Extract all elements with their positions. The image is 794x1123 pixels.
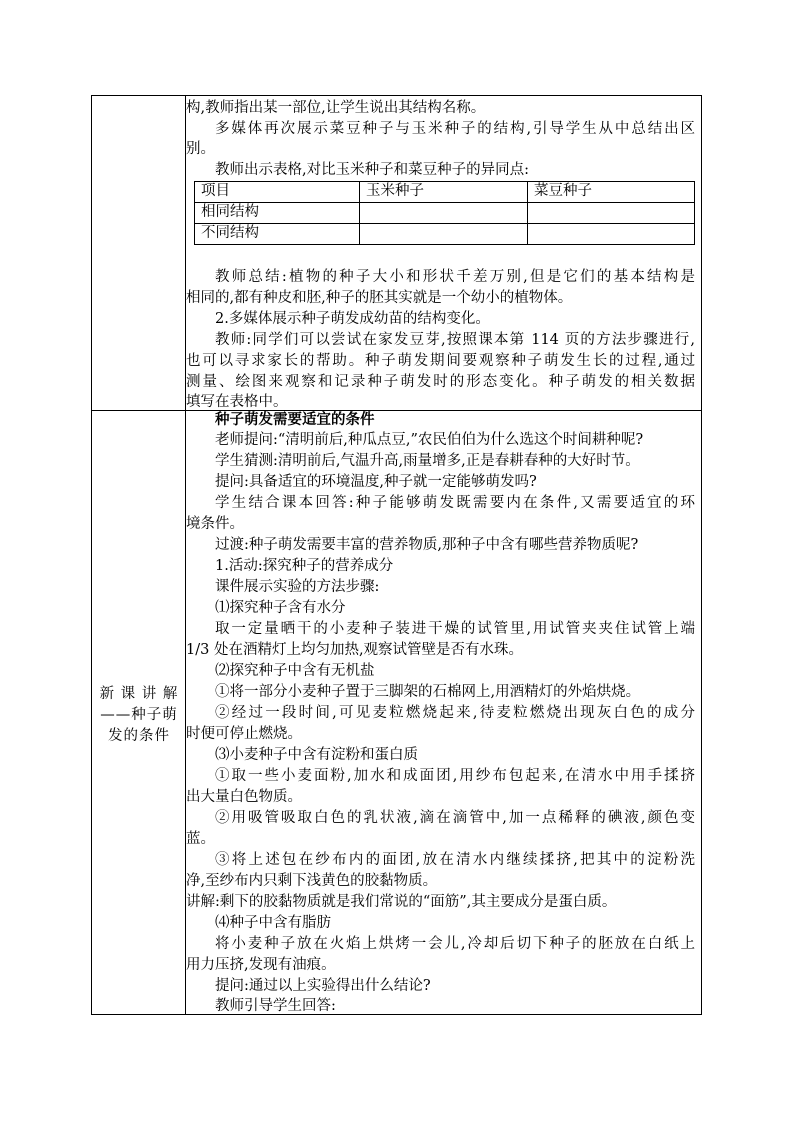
row-label: ——种子萌 (100, 707, 178, 723)
text-line: 蓝。 (186, 831, 215, 847)
row-label-cell (92, 96, 186, 410)
table-cell: 不同结构 (201, 225, 259, 241)
table-header-cell: 项目 (201, 183, 230, 199)
text-line: 出大量白色物质。 (186, 789, 302, 805)
text-line: ②用吸管吸取白色的乳状液,滴在滴管中,加一点稀释的碘液,颜色变 (215, 810, 695, 826)
text-line: ⑴探究种子含有水分 (215, 600, 346, 616)
text-line: ②经过一段时间,可见麦粒燃烧起来,待麦粒燃烧出现灰白色的成分 (215, 705, 695, 721)
text-line: 教师:同学们可以尝试在家发豆芽,按照课本第 114 页的方法步骤进行, (215, 332, 695, 348)
text-line: 境条件。 (186, 516, 244, 532)
comparison-table (194, 181, 695, 245)
text-line: 提问:具备适宜的环境温度,种子就一定能够萌发吗? (215, 474, 537, 490)
text-line: 构,教师指出某一部位,让学生说出其结构名称。 (186, 100, 486, 116)
text-line: 用力压挤,发现有油痕。 (186, 957, 336, 973)
text-line: ⑷种子中含有脂肪 (215, 915, 331, 931)
text-line: 教师引导学生回答: (215, 998, 336, 1014)
text-line: 别。 (186, 141, 215, 157)
text-line: 提问:通过以上实验得出什么结论? (215, 978, 431, 994)
text-line: ①将一部分小麦种子置于三脚架的石棉网上,用酒精灯的外焰烘烧。 (215, 684, 641, 700)
text-line: 相同的,都有种皮和胚,种子的胚其实就是一个幼小的植物体。 (186, 290, 573, 306)
text-line: 填写在表格中。 (186, 394, 288, 410)
text-line: 将小麦种子放在火焰上烘烤一会儿,冷却后切下种子的胚放在白纸上 (215, 936, 695, 952)
text-line: 取一定量晒干的小麦种子装进干燥的试管里,用试管夹夹住试管上端 (215, 621, 695, 637)
text-line: 1/3 处在酒精灯上均匀加热,观察试管壁是否有水珠。 (186, 642, 524, 658)
text-line: 学生猜测:清明前后,气温升高,雨量增多,正是春耕春种的大好时节。 (215, 453, 640, 469)
text-line: 老师提问:“清明前后,种瓜点豆,”农民伯伯为什么选这个时间耕种呢? (215, 432, 644, 448)
section-heading: 种子萌发需要适宜的条件 (215, 411, 375, 428)
table-row (92, 411, 701, 1014)
text-line: ③将上述包在纱布内的面团,放在清水内继续揉挤,把其中的淀粉洗 (215, 852, 695, 868)
row-content-cell (186, 411, 701, 1014)
text-line: 教师出示表格,对比玉米种子和菜豆种子的异同点: (215, 162, 529, 178)
table-row (92, 96, 701, 411)
text-line: 讲解:剩下的胶黏物质就是我们常说的“面筋”,其主要成分是蛋白质。 (186, 894, 617, 910)
text-line: 课件展示实验的方法步骤: (215, 579, 380, 595)
text-line: 多媒体再次展示菜豆种子与玉米种子的结构,引导学生从中总结出区 (215, 121, 695, 137)
table-header-cell: 玉米种子 (366, 183, 424, 199)
text-line: 2.多媒体展示种子萌发成幼苗的结构变化。 (215, 311, 490, 327)
text-line: 测量、绘图来观察和记录种子萌发时的形态变化。种子萌发的相关数据 (186, 374, 695, 390)
text-line: 净,至纱布内只剩下浅黄色的胶黏物质。 (186, 873, 438, 889)
table-header-cell: 菜豆种子 (534, 183, 592, 199)
text-line: 时便可停止燃烧。 (186, 726, 302, 742)
row-label: 新 课 讲 解 (99, 686, 179, 702)
lesson-plan-table (91, 95, 702, 1015)
text-line: 学生结合课本回答:种子能够萌发既需要内在条件,又需要适宜的环 (215, 495, 695, 511)
text-line: ⑶小麦种子中含有淀粉和蛋白质 (215, 747, 418, 763)
text-line: 1.活动:探究种子的营养成分 (215, 558, 394, 574)
table-cell: 相同结构 (201, 204, 259, 220)
text-line: 教师总结:植物的种子大小和形状千差万别,但是它们的基本结构是 (215, 269, 695, 285)
text-line: 过渡:种子萌发需要丰富的营养物质,那种子中含有哪些营养物质呢? (215, 537, 639, 553)
row-label: 发的条件 (108, 728, 170, 744)
text-line: ⑵探究种子中含有无机盐 (215, 663, 375, 679)
row-label-cell (92, 411, 186, 1014)
row-content-cell (186, 96, 701, 410)
text-line: 也可以寻求家长的帮助。种子萌发期间要观察种子萌发生长的过程,通过 (186, 353, 695, 369)
text-line: ①取一些小麦面粉,加水和成面团,用纱布包起来,在清水中用手揉挤 (215, 768, 695, 784)
